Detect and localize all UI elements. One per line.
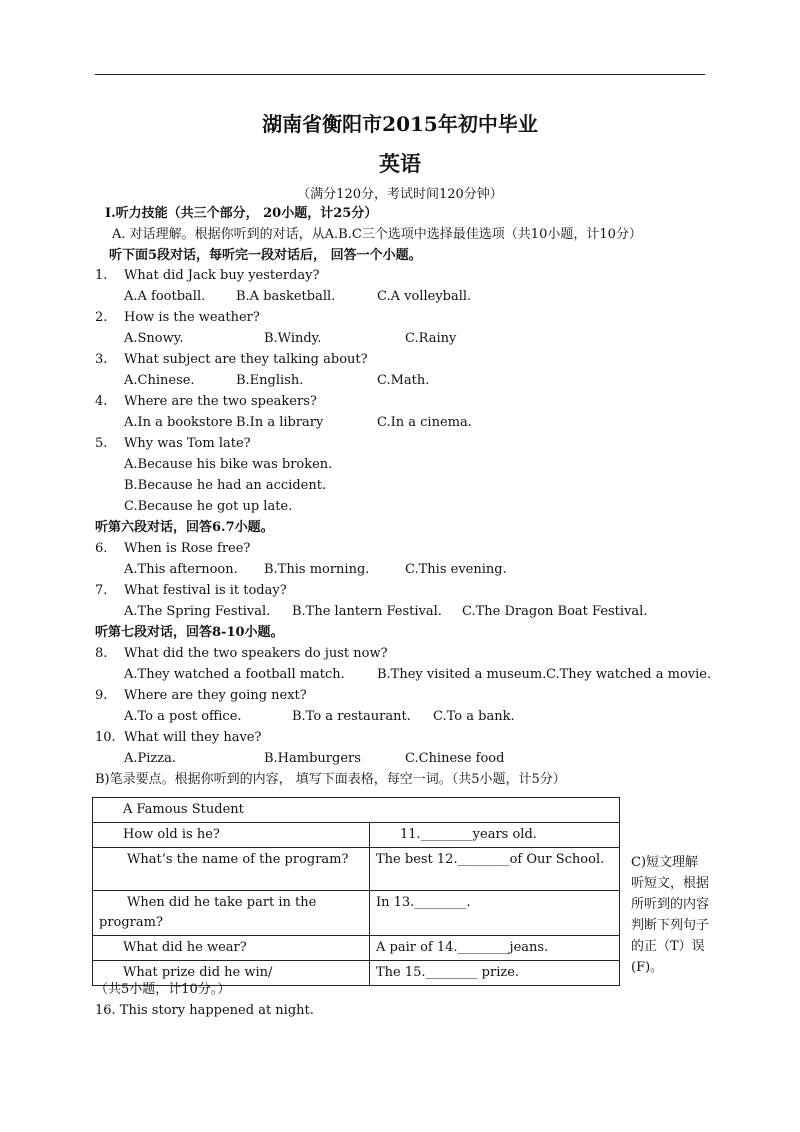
question-text: What did Jack buy yesterday? <box>124 268 320 283</box>
question-number: 2. <box>95 310 108 325</box>
question-number: 6. <box>95 541 108 556</box>
question-number: 3. <box>95 352 108 367</box>
answer-option-c: C.A volleyball. <box>377 289 472 304</box>
listening-instruction-2: 听第六段对话，回答6.7小题。 <box>95 520 274 535</box>
part-a-instruction: A. 对话理解。根据你听到的对话，从A.B.C三个选项中选择最佳选项（共10小题，计10分） <box>112 227 642 242</box>
answer-option-a: A.Because his bike was broken. <box>124 457 333 472</box>
table-question: What did he wear? <box>93 936 370 961</box>
answer-option-c: C.Chinese food <box>405 751 505 766</box>
answer-option-b: B.English. <box>236 373 304 388</box>
answer-option-b: B.Because he had an accident. <box>124 478 327 493</box>
question-number: 7. <box>95 583 108 598</box>
table-row <box>93 936 620 961</box>
answer-option-b: B.Windy. <box>264 331 322 346</box>
question-number: 4. <box>95 394 108 409</box>
question-number: 5. <box>95 436 108 451</box>
question-text: What festival is it today? <box>124 583 287 598</box>
answer-option-c: C.They watched a movie. <box>546 667 712 682</box>
part-c-instruction: C)短文理解听短文，根据所听到的内容判断下列句子的正（T）误(F)。 <box>631 855 710 975</box>
question-number: 10. <box>95 730 116 745</box>
answer-option-a: A.To a post office. <box>124 709 242 724</box>
answer-option-b: B.The lantern Festival. <box>292 604 442 619</box>
table-row <box>93 823 620 848</box>
answer-option-a: A.Pizza. <box>124 751 177 766</box>
answer-option-c: C.Because he got up late. <box>124 499 293 514</box>
answer-option-a: A.They watched a football match. <box>124 667 345 682</box>
answer-option-b: B.In a library <box>236 415 324 430</box>
section-heading: I.听力技能（共三个部分， 20小题，计25分） <box>105 206 378 221</box>
answer-option-c: C.Math. <box>377 373 430 388</box>
answer-option-c: C.In a cinema. <box>377 415 472 430</box>
part-b-instruction: B)笔录要点。根据你听到的内容， 填写下面表格，每空一词。（共5小题，计5分） <box>95 772 566 787</box>
question-text: Where are the two speakers? <box>124 394 317 409</box>
answer-option-a: A.Chinese. <box>124 373 195 388</box>
answer-option-c: C.To a bank. <box>433 709 515 724</box>
answer-option-a: A.This afternoon. <box>124 562 238 577</box>
listening-instruction-3: 听第七段对话，回答8-10小题。 <box>95 625 284 640</box>
question-text: What will they have? <box>124 730 262 745</box>
question-text: Where are they going next? <box>124 688 307 703</box>
answer-option-a: A.The Spring Festival. <box>124 604 271 619</box>
top-rule <box>95 74 705 75</box>
part-c-count: （共5小题，计10分。） <box>95 982 231 997</box>
table-question: How old is he? <box>93 823 370 848</box>
answer-option-c: C.Rainy <box>405 331 457 346</box>
answer-option-c: C.The Dragon Boat Festival. <box>462 604 648 619</box>
table-answer: 11.________years old. <box>370 823 620 848</box>
listening-instruction-1: 听下面5段对话，每听完一段对话后， 回答一个小题。 <box>109 248 422 263</box>
question-number: 1. <box>95 268 108 283</box>
exam-title: 湖南省衡阳市2015年初中毕业 <box>262 112 538 136</box>
exam-subject: 英语 <box>379 151 421 176</box>
answer-option-b: B.Hamburgers <box>264 751 361 766</box>
table-answer: A pair of 14.________jeans. <box>370 936 620 961</box>
table-question: When did he take part in the program? <box>99 895 317 930</box>
answer-option-b: B.To a restaurant. <box>292 709 411 724</box>
table-question: What’s the name of the program? <box>127 852 349 867</box>
answer-option-a: A.Snowy. <box>124 331 184 346</box>
table-title: A Famous Student <box>93 798 620 823</box>
table-answer: The best 12.________of Our School. <box>370 848 620 891</box>
table-answer: The 15.________ prize. <box>370 961 620 986</box>
question-text: What did the two speakers do just now? <box>124 646 388 661</box>
table-row <box>93 891 620 936</box>
note-taking-table <box>92 797 620 986</box>
question-16: 16. This story happened at night. <box>95 1003 314 1018</box>
question-text: Why was Tom late? <box>124 436 251 451</box>
answer-option-c: C.This evening. <box>405 562 507 577</box>
question-text: When is Rose free? <box>124 541 251 556</box>
answer-option-a: A.In a bookstore <box>124 415 233 430</box>
table-answer: In 13.________. <box>370 891 620 936</box>
answer-option-b: B.This morning. <box>264 562 370 577</box>
table-question: What prize did he win/ <box>93 961 370 986</box>
answer-option-b: B.They visited a museum. <box>377 667 547 682</box>
answer-option-b: B.A basketball. <box>236 289 336 304</box>
question-text: What subject are they talking about? <box>124 352 368 367</box>
answer-option-a: A.A football. <box>124 289 206 304</box>
question-text: How is the weather? <box>124 310 260 325</box>
question-number: 8. <box>95 646 108 661</box>
exam-note: （满分120分，考试时间120分钟） <box>297 187 503 202</box>
question-number: 9. <box>95 688 108 703</box>
table-row <box>93 848 620 891</box>
